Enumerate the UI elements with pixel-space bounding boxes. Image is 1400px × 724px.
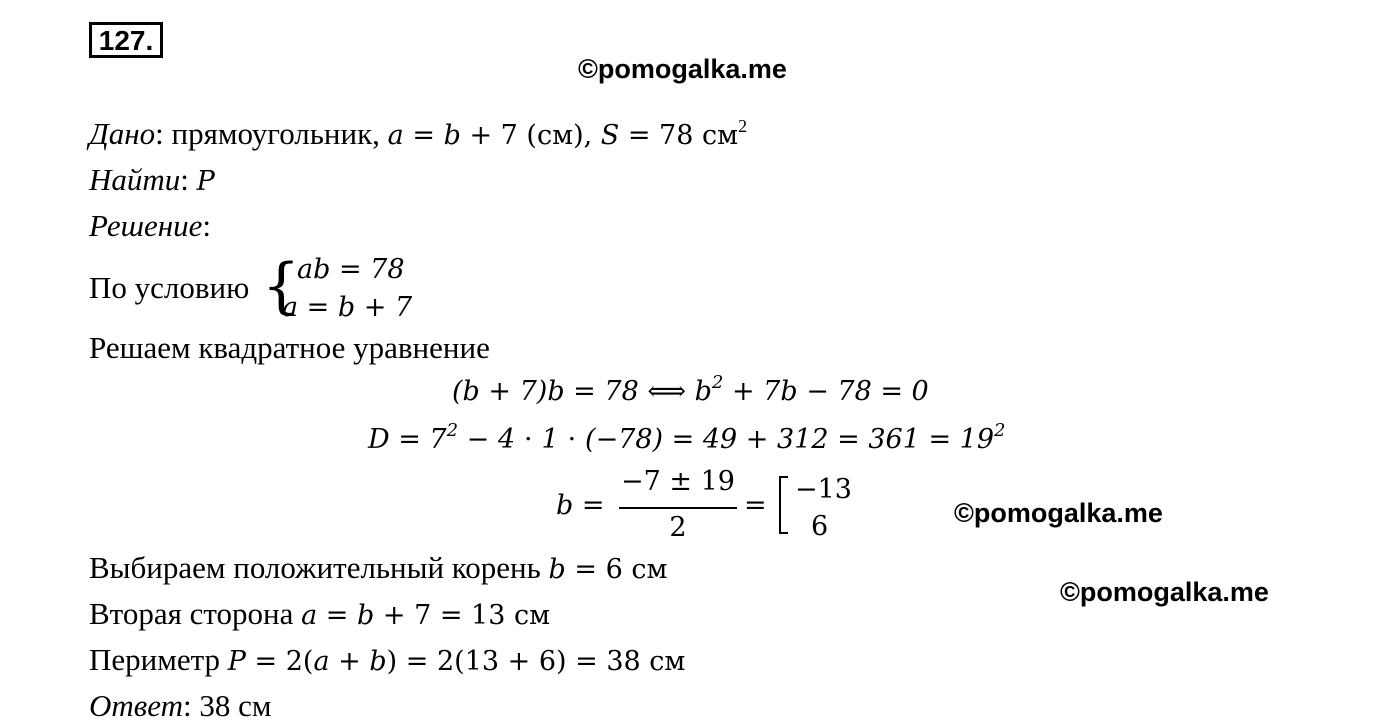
second-side-line — [89, 596, 550, 632]
system-brace: { — [262, 251, 301, 321]
eq1-rhs: + 7b − 78 = 0 — [723, 376, 929, 407]
watermark-right: ©pomogalka.me — [1060, 577, 1269, 607]
given-line — [89, 116, 747, 152]
find-label: Найти — [89, 162, 181, 197]
given-s-var: S — [600, 120, 620, 151]
eq3-lhs: b = — [556, 490, 605, 521]
given-label: Дано — [89, 116, 156, 151]
choose-var: b — [548, 554, 566, 585]
perimeter-plus: + — [329, 646, 370, 677]
equation-discriminant — [368, 420, 1006, 455]
set-bracket-bottom — [779, 532, 788, 534]
answer-line — [89, 688, 271, 724]
given-a-expr: = — [403, 120, 444, 151]
quadratic-label: Решаем квадратное уравнение — [89, 330, 490, 365]
given-s-sup: 2 — [738, 116, 748, 136]
perimeter-var: P — [227, 646, 246, 677]
eq2-p2: − 4 ⋅ 1 ⋅ (−78) = 49 + 312 = 361 = 19 — [458, 424, 995, 455]
perimeter-value: ) = 2(13 + 6) = 38 см — [386, 646, 686, 677]
condition-eq1: ab = 78 — [297, 254, 405, 285]
root-1: −13 — [795, 474, 852, 505]
eq2-sup2: 2 — [994, 420, 1006, 441]
condition-label: По условию — [89, 270, 250, 305]
perimeter-line — [89, 642, 685, 678]
given-a-var: a — [387, 120, 404, 151]
second-side-value: + 7 = 13 см — [374, 600, 551, 631]
find-value: P — [196, 166, 215, 197]
watermark-middle: ©pomogalka.me — [954, 498, 1163, 528]
eq1-sup: 2 — [711, 372, 724, 393]
second-side-expr: = — [317, 600, 357, 631]
answer-colon: : — [182, 688, 200, 723]
perimeter-text: Периметр — [89, 642, 228, 677]
answer-label: Ответ — [89, 688, 183, 723]
choose-text: Выбираем положительный корень — [89, 550, 549, 585]
find-colon: : — [180, 162, 197, 197]
solution-colon: : — [202, 208, 211, 243]
solution-label: Решение — [89, 208, 203, 243]
given-s-expr: = 78 см — [619, 120, 739, 151]
problem-number: 127. — [89, 22, 163, 58]
perimeter-var-b: b — [369, 646, 387, 677]
given-a-expr2: + 7 (см), — [460, 120, 601, 151]
eq1-lhs: (b + 7)b = 78 ⟺ b — [452, 376, 712, 407]
given-text: прямоугольник, — [163, 116, 388, 151]
choose-value: = 6 см — [565, 554, 668, 585]
second-side-text: Вторая сторона — [89, 596, 302, 631]
solution-line — [89, 208, 211, 244]
eq3-equals: = — [744, 490, 767, 521]
second-side-var2: b — [357, 600, 375, 631]
eq2-sup1: 2 — [446, 420, 459, 441]
equation-1 — [452, 372, 929, 407]
root-2: 6 — [811, 511, 829, 542]
eq3-denominator: 2 — [669, 512, 687, 543]
given-b-var: b — [443, 120, 461, 151]
given-colon: : — [155, 116, 164, 151]
condition-eq2: a = b + 7 — [282, 292, 413, 323]
watermark-top: ©pomogalka.me — [578, 54, 787, 84]
perimeter-expr: = 2( — [245, 646, 314, 677]
perimeter-var-a: a — [313, 646, 330, 677]
eq3-numerator: −7 ± 19 — [621, 466, 735, 497]
choose-line — [89, 550, 668, 586]
set-bracket-top — [779, 476, 788, 478]
find-line — [89, 162, 215, 198]
answer-value: 38 см — [199, 688, 272, 723]
set-bracket-line — [779, 476, 781, 534]
eq2-p1: D = 7 — [368, 424, 447, 455]
second-side-var: a — [301, 600, 318, 631]
fraction-bar — [619, 507, 737, 509]
